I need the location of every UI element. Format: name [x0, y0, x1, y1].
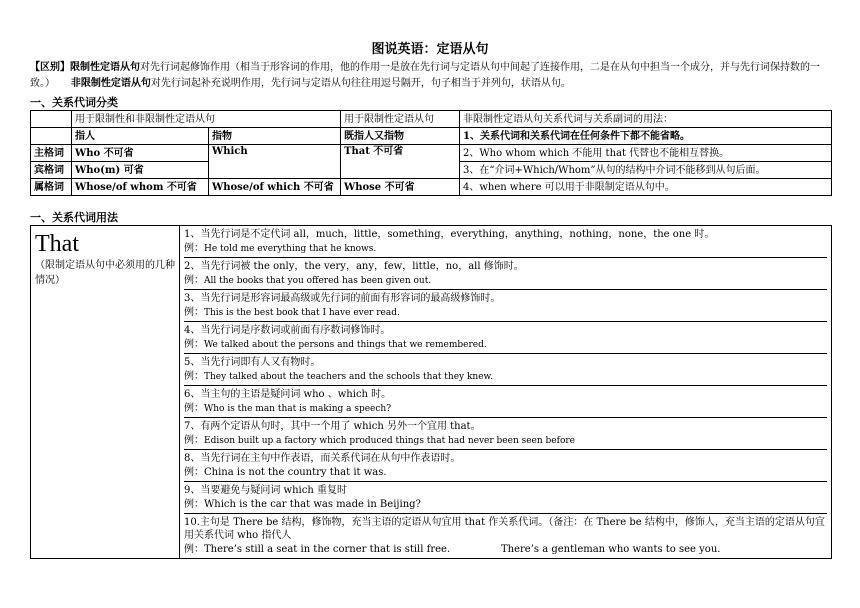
example [184, 337, 827, 353]
rule-text: 1、当先行词是不定代词 all，much，little，something，everything，anything，nothing，none，the one 时。 [184, 229, 715, 240]
example-text: He told me everything that he knows. [204, 244, 377, 254]
that-word: That [35, 231, 79, 257]
example [184, 273, 827, 289]
subject-thing: Which [209, 145, 341, 179]
rule-item [184, 322, 827, 354]
nonrestrictive-text: 对先行词起补充说明作用，先行词与定语从句往往用逗号隔开，句子相当于并列句，状语从句。 [150, 78, 571, 89]
example-label: 例： [184, 467, 204, 478]
nonrestrictive-term: 非限制性定语从句 [70, 78, 151, 89]
example-label: 例： [184, 307, 204, 318]
rule-item [184, 418, 827, 450]
that-cell [31, 226, 180, 559]
rule-text: 7、有两个定语从句时，其中一个用了 which 另外一个宜用 that。 [184, 421, 481, 432]
note-1: 1、关系代词和关系代词在任何条件下都不能省略。 [460, 128, 832, 145]
example [184, 369, 827, 385]
page-title: 图说英语：定语从句 [371, 42, 489, 57]
header-nonrestrictive-usage: 非限制性定语从句关系代词与关系副词的用法： [460, 111, 832, 128]
restrictive-term: 限制性定语从句 [70, 62, 140, 73]
rule-text: 3、当先行词是形容词最高级或先行词的前面有形容词的最高级修饰时。 [184, 293, 501, 304]
rule-item [184, 386, 827, 418]
section-heading-1: 一、关系代词分类 [30, 96, 118, 109]
example-text: All the books that you offered has been given out. [204, 276, 432, 286]
that-note: （限制定语从句中必须用的几种情况） [35, 260, 175, 286]
example [184, 465, 827, 481]
rule-text: 5、当先行词即有人又有物时。 [184, 357, 321, 368]
example-text: We talked about the persons and things that we remembered. [204, 340, 487, 350]
rule-text: 9、当要避免与疑问词 which 重复时 [184, 485, 347, 496]
example [184, 542, 827, 558]
rule-item [184, 514, 827, 558]
example [184, 241, 827, 257]
possessive-person: Whose/of whom 不可省 [72, 179, 209, 196]
rule-item [184, 258, 827, 290]
row-label-subject: 主格词 [31, 145, 72, 162]
object-person: Who(m) 可省 [72, 162, 209, 179]
rule-text: 10.主句是 There be 结构，修饰物，充当主语的定语从句宜用 that 作关系代词。（备注：在 There be 结构中，修饰人，充当主语的定语从句宜用关系代词 who 指代人 [184, 517, 825, 541]
rule-item [184, 290, 827, 322]
example-text: Edison built up a factory which produced things that had never been seen before [204, 436, 575, 446]
rule-text: 8、当先行词在主句中作表语，而关系代词在从句中作表语时。 [184, 453, 461, 464]
col-both: 既指人又指物 [341, 128, 460, 145]
header-restrictive: 用于限制性定语从句 [341, 111, 460, 128]
empty-cell [31, 128, 72, 145]
rule-item [184, 354, 827, 386]
header-both-clauses: 用于限制性和非限制性定语从句 [72, 111, 341, 128]
example-label: 例： [184, 499, 204, 510]
note-2: 2、Who whom which 不能用 that 代替也不能相互替换。 [460, 145, 832, 162]
pronoun-classification-table [30, 110, 832, 196]
example-text: There’s still a seat in the corner that is still free. There’s a gentleman who wants to see you. [204, 544, 721, 555]
example-label: 例： [184, 339, 204, 350]
example-text: This is the best book that I have ever read. [204, 308, 400, 318]
example [184, 433, 827, 449]
rule-item [184, 482, 827, 514]
example-text: China is not the country that it was. [204, 467, 387, 478]
rule-item [184, 226, 827, 258]
possessive-thing: Whose/of which 不可省 [209, 179, 341, 196]
rules-cell [180, 226, 832, 559]
intro-tag: 【区别】 [30, 62, 70, 73]
subject-both: That 不可省 [341, 145, 460, 179]
section-heading-2: 一、关系代词用法 [30, 211, 118, 224]
row-label-possessive: 属格词 [31, 179, 72, 196]
note-4: 4、when where 可以用于非限制定语从句中。 [460, 179, 832, 196]
empty-cell [31, 111, 72, 128]
subject-person: Who 不可省 [72, 145, 209, 162]
restrictive-text: 对先行词起修饰作用（相当于形容词的作用，他的作用一是放在先行词与定语从句中间起了连接作用，二是在从句中担当一个成分，并与先行词保持数的一致。） [30, 62, 820, 89]
col-thing: 指物 [209, 128, 341, 145]
example [184, 401, 827, 417]
example [184, 497, 827, 513]
example-text: They talked about the teachers and the schools that they knew. [204, 372, 494, 382]
possessive-both: Whose 不可省 [341, 179, 460, 196]
example-label: 例： [184, 371, 204, 382]
example-label: 例： [184, 275, 204, 286]
rule-text: 4、当先行词是序数词或前面有序数词修饰时。 [184, 325, 391, 336]
rule-text: 2、当先行词被 the only，the very，any，few，little，no，all 修饰时。 [184, 261, 524, 272]
example-label: 例： [184, 243, 204, 254]
that-usage-table [30, 225, 832, 559]
rule-text: 6、当主句的主语是疑问词 who 、which 时。 [184, 389, 392, 400]
note-3: 3、在“介词+Which/Whom”从句的结构中介词不能移到从句后面。 [460, 162, 832, 179]
example-text: Which is the car that was made in Beijing? [204, 499, 421, 510]
example-label: 例： [184, 403, 204, 414]
col-person: 指人 [72, 128, 209, 145]
example-label: 例： [184, 435, 204, 446]
example-label: 例： [184, 544, 204, 555]
rule-item [184, 450, 827, 482]
example-text: Who is the man that is making a speech? [204, 404, 392, 414]
intro-paragraph [30, 60, 835, 92]
row-label-object: 宾格词 [31, 162, 72, 179]
example [184, 305, 827, 321]
